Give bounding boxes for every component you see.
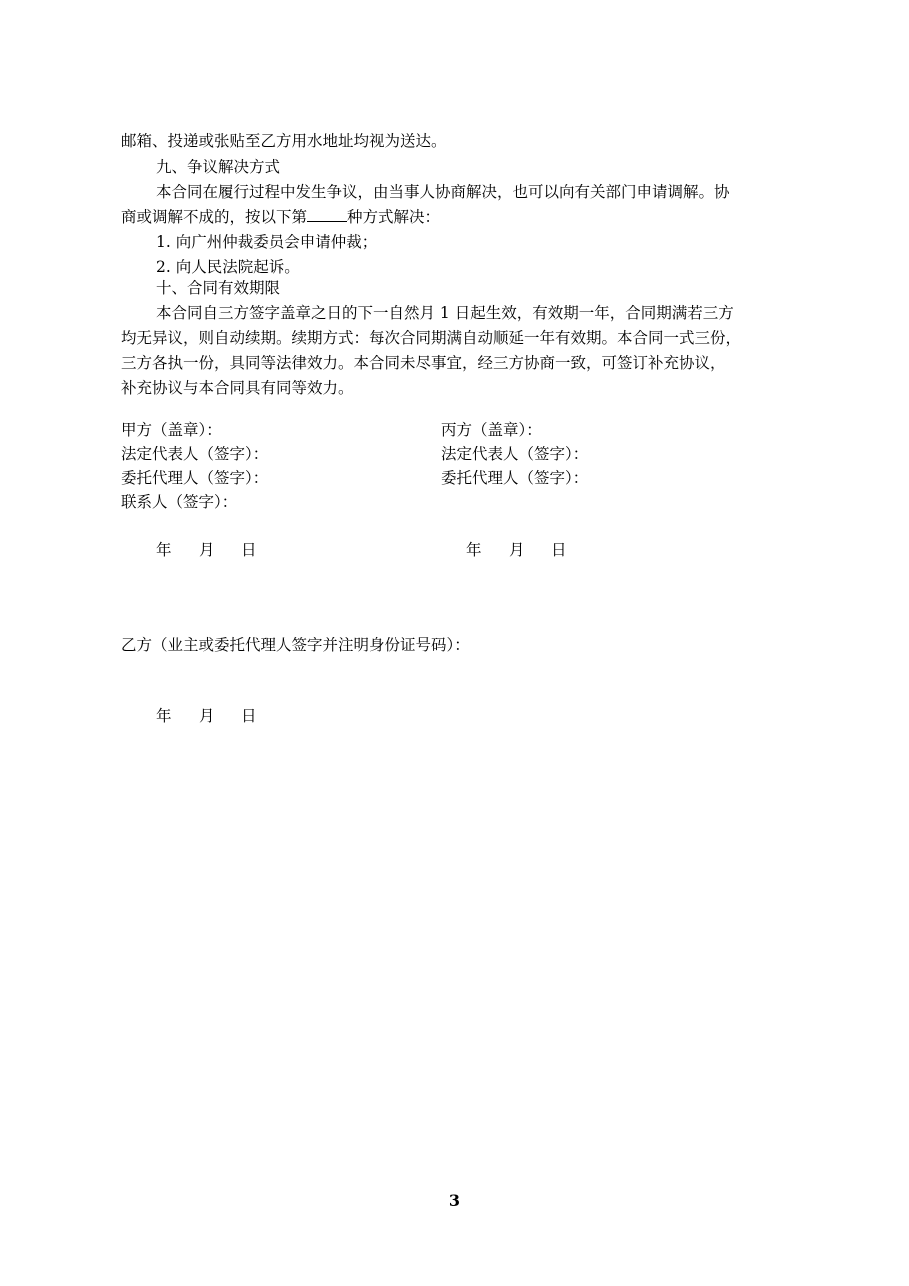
section-10-line-1: 本合同自三方签字盖章之日的下一自然月 1 日起生效，有效期一年，合同期满若三方 bbox=[156, 304, 734, 322]
date-year: 年 bbox=[156, 541, 172, 559]
date-month: 月 bbox=[199, 707, 215, 725]
party-c-legal-rep: 法定代表人（签字）： bbox=[441, 445, 589, 463]
page-number: 3 bbox=[448, 1191, 461, 1210]
party-c-seal: 丙方（盖章）： bbox=[441, 421, 542, 439]
section-10-heading: 十、合同有效期限 bbox=[156, 279, 281, 297]
party-a-legal-rep: 法定代表人（签字）： bbox=[121, 445, 269, 463]
carryover-text: 邮箱、投递或张贴至乙方用水地址均视为送达。 bbox=[121, 132, 447, 150]
section-9-paragraph-suffix: 种方式解决： bbox=[347, 208, 441, 226]
section-9-paragraph-prefix: 商或调解不成的，按以下第 bbox=[121, 208, 308, 226]
party-b-signature-label: 乙方（业主或委托代理人签字并注明身份证号码）： bbox=[121, 636, 470, 654]
section-10-line-4: 补充协议与本合同具有同等效力。 bbox=[121, 379, 354, 397]
date-year: 年 bbox=[156, 707, 172, 725]
section-10-line-3: 三方各执一份，具同等法律效力。本合同未尽事宜，经三方协商一致，可签订补充协议， bbox=[121, 354, 726, 372]
date-month: 月 bbox=[509, 541, 525, 559]
date-month: 月 bbox=[199, 541, 215, 559]
date-day: 日 bbox=[241, 541, 257, 559]
section-10-line-2: 均无异议，则自动续期。续期方式：每次合同期满自动顺延一年有效期。本合同一式三份， bbox=[121, 329, 742, 347]
party-a-contact: 联系人（签字）： bbox=[121, 493, 238, 511]
date-day: 日 bbox=[551, 541, 567, 559]
date-year: 年 bbox=[466, 541, 482, 559]
option-arbitration: 1. 向广州仲裁委员会申请仲裁； bbox=[156, 233, 378, 251]
party-a-seal: 甲方（盖章）： bbox=[121, 421, 222, 439]
fill-in-blank bbox=[307, 207, 347, 222]
party-c-agent: 委托代理人（签字）： bbox=[441, 469, 589, 487]
section-9-heading: 九、争议解决方式 bbox=[156, 158, 281, 176]
date-day: 日 bbox=[241, 707, 257, 725]
party-a-agent: 委托代理人（签字）： bbox=[121, 469, 269, 487]
section-9-paragraph-line-1: 本合同在履行过程中发生争议，由当事人协商解决，也可以向有关部门申请调解。协 bbox=[156, 183, 730, 201]
section-9-paragraph-line-2 bbox=[121, 207, 440, 227]
option-court: 2. 向人民法院起诉。 bbox=[156, 258, 300, 276]
